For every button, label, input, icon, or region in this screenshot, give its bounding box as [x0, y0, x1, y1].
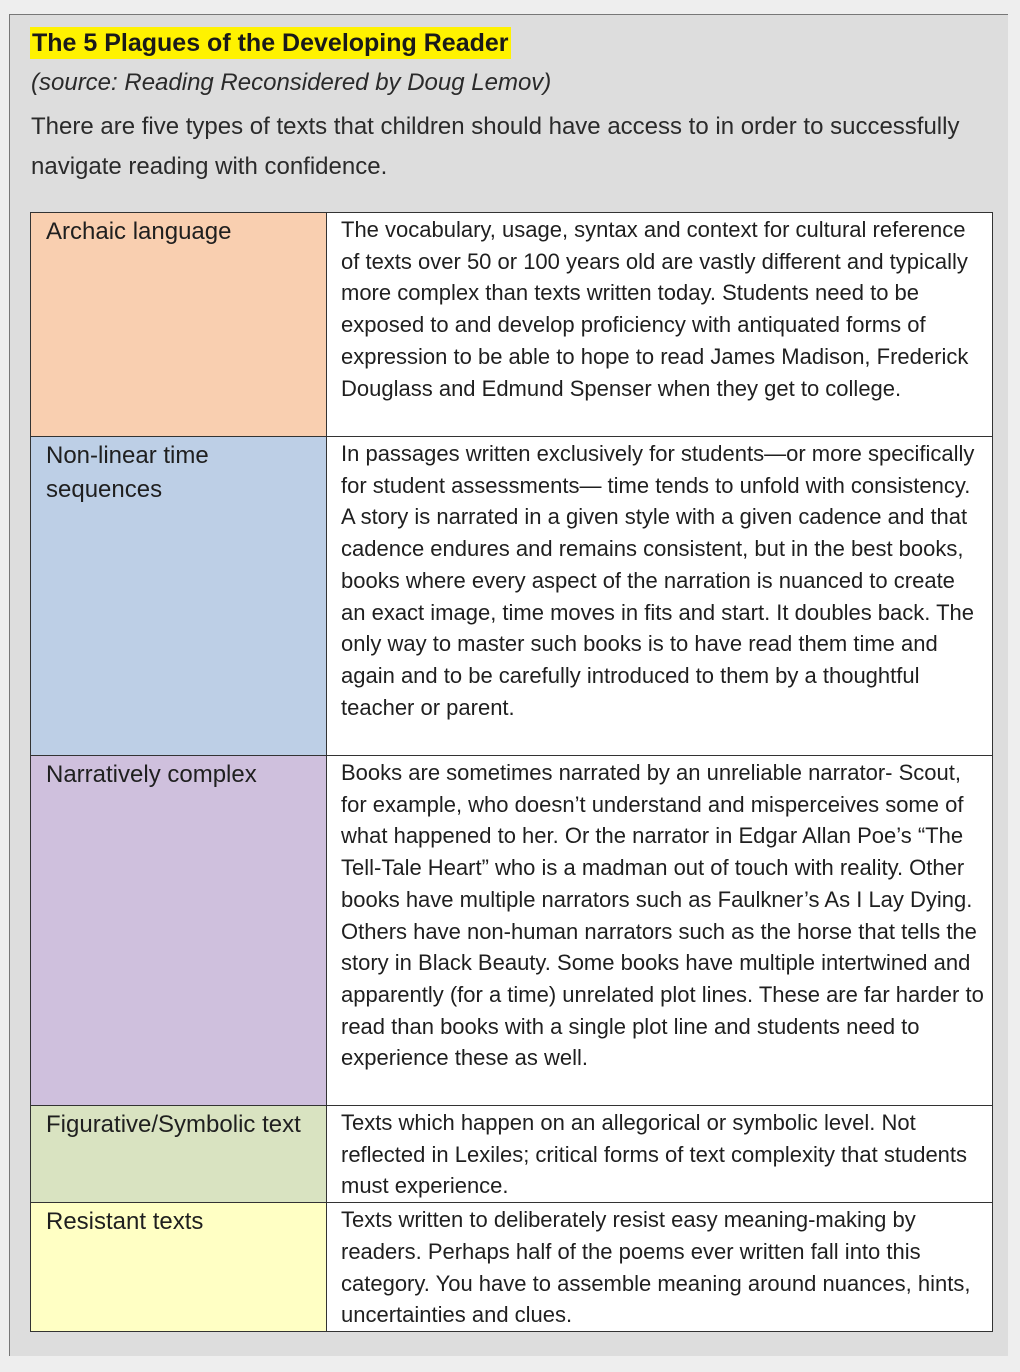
document-title: The 5 Plagues of the Developing Reader: [32, 29, 509, 57]
term-label: Resistant texts: [46, 1208, 204, 1236]
table-row-figurative-symbolic: [31, 1106, 993, 1203]
plagues-table: [30, 212, 993, 1332]
term-cell: [31, 213, 327, 437]
table-row-resistant-texts: [31, 1203, 993, 1332]
term-cell: [31, 437, 327, 756]
table-row-non-linear-time: [31, 437, 993, 756]
term-label: Archaic language: [46, 218, 232, 245]
document-page: [9, 14, 1008, 1356]
term-label: Figurative/Symbolic text: [46, 1111, 301, 1138]
description-cell: The vocabulary, usage, syntax and context for cultural reference of texts over 50 or 100 years old are vastly different and typically more complex than texts written today. Students need to be exposed to and develop proficiency with antiquated forms of expression to be able to hope to read James Madison, Frederick Douglass and Edmund Spenser when they get to college.: [327, 213, 993, 437]
table-row-narratively-complex: [31, 756, 993, 1106]
table-row-archaic-language: [31, 213, 993, 437]
description-cell: Texts written to deliberately resist easy meaning-making by readers. Perhaps half of the poems ever written fall into this category. You have to assemble meaning around nuances, hints, uncertainties and clues.: [327, 1203, 993, 1332]
description-cell: Texts which happen on an allegorical or symbolic level. Not reflected in Lexiles; critical forms of text complexity that students must experience.: [327, 1106, 993, 1203]
term-label: Non-linear time sequences: [46, 442, 209, 503]
document-intro: There are five types of texts that children should have access to in order to successfully navigate reading with confidence.: [31, 113, 960, 180]
description-cell: In passages written exclusively for students—or more specifically for student assessments— time tends to unfold with consistency. A story is narrated in a given style with a given cadence and that cadence endures and remains consistent, but in the best books, books where every aspect of the narration is nuanced to create an exact image, time moves in fits and start. It doubles back. The only way to master such books is to have read them time and again and to be carefully introduced to them by a thoughtful teacher or parent.: [327, 437, 993, 756]
term-cell: [31, 1106, 327, 1203]
description-cell: Books are sometimes narrated by an unreliable narrator- Scout, for example, who doesn’t understand and misperceives some of what happened to her. Or the narrator in Edgar Allan Poe’s “The Tell-Tale Heart” who is a madman out of touch with reality. Other books have multiple narrators such as Faulkner’s As I Lay Dying. Others have non-human narrators such as the horse that tells the story in Black Beauty. Some books have multiple intertwined and apparently (for a time) unrelated plot lines. These are far harder to read than books with a single plot line and students need to experience these as well.: [327, 756, 993, 1106]
term-label: Narratively complex: [46, 761, 257, 788]
term-cell: [31, 1203, 327, 1332]
document-source: (source: Reading Reconsidered by Doug Lemov): [31, 69, 552, 96]
term-cell: [31, 756, 327, 1106]
